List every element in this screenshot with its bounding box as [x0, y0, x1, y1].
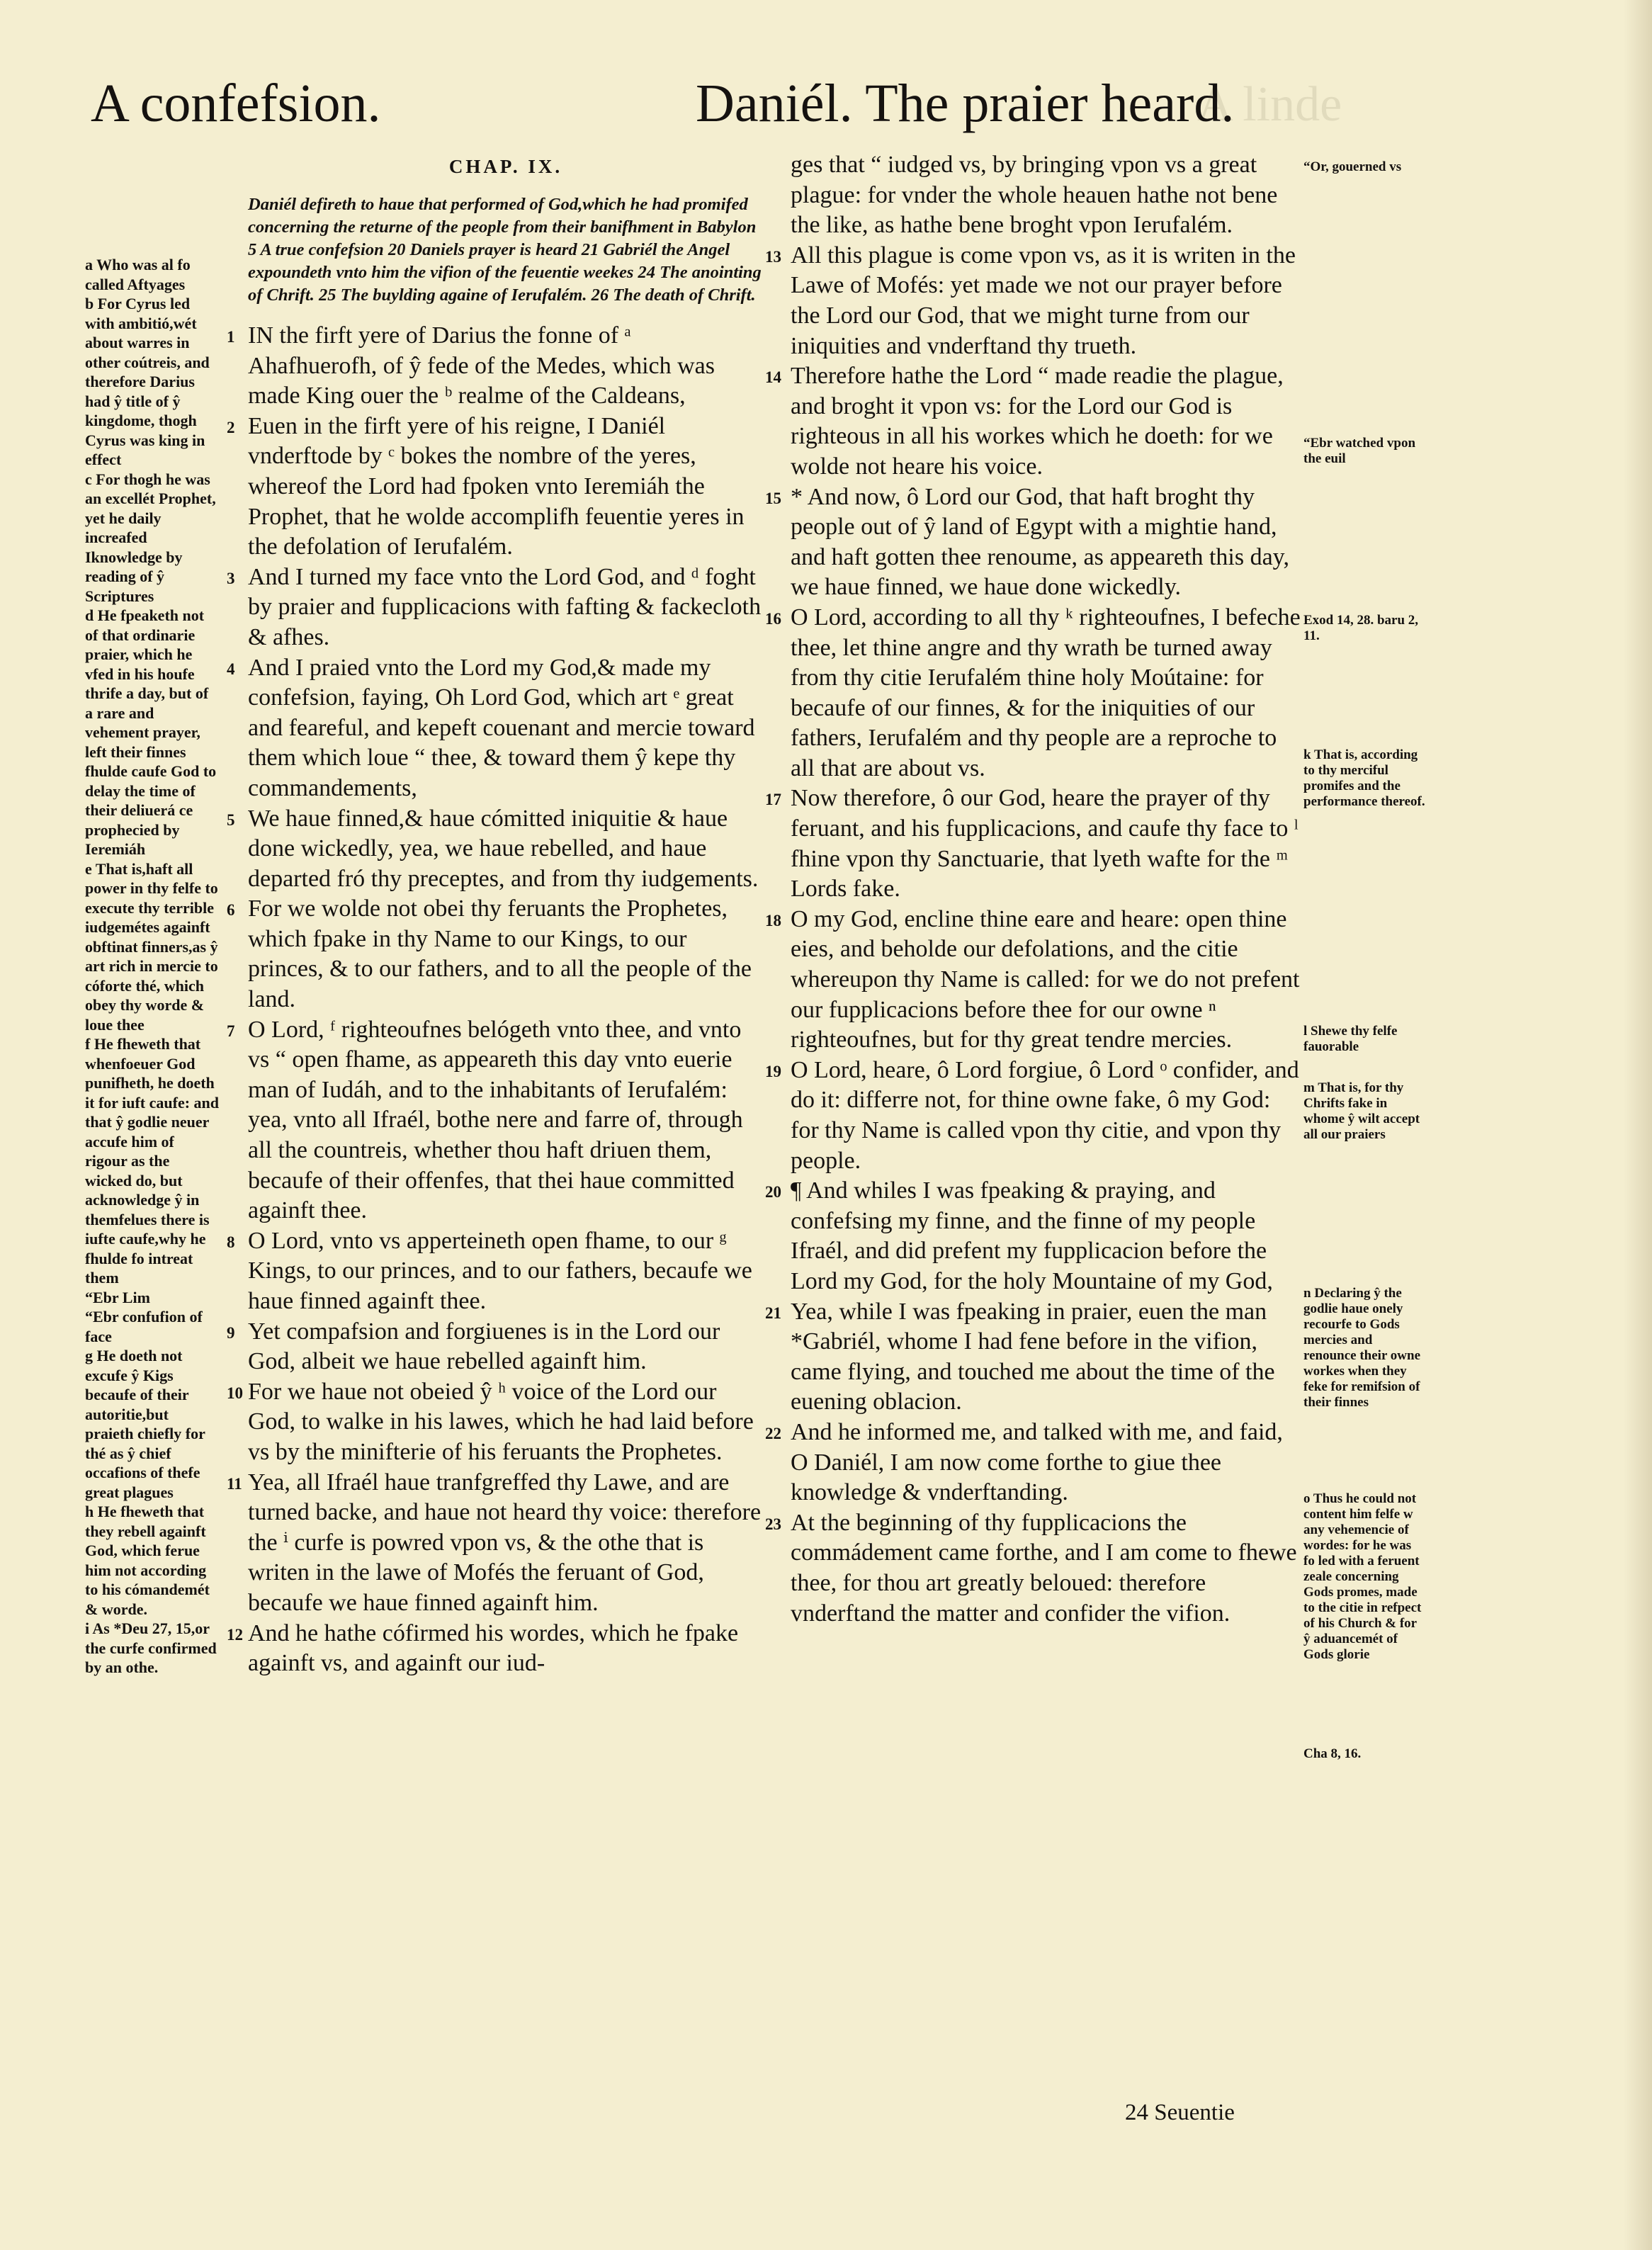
verse-text: Euen in the firft yere of his reigne, I Daniél vnderftode by ᶜ bokes the nombre of the yeres, whereof the Lord had fpoken vnto Ieremiáh the Prophet, that he wolde accomplifh feuentie yeres in the defolation of Ierufalém.: [248, 412, 745, 560]
margin-note: l Shewe thy felfe fauorable: [1303, 1024, 1398, 1054]
running-head-right: Daniél. The praier heard.: [696, 74, 1235, 133]
verse-number: 3: [227, 569, 235, 587]
verse-text: Yet compafsion and forgiuenes is in the Lord our God, albeit we haue rebelled againft him.: [248, 1318, 720, 1375]
verse: [227, 1317, 764, 1377]
verse-number: 12: [227, 1625, 243, 1644]
verse-text: All this plague is come vpon vs, as it is writen in the Lawe of Mofés: yet made we not our prayer before the Lord our God, that we might turne from our iniquities and vnderftand thy trueth.: [791, 242, 1296, 359]
verse-number: 9: [227, 1323, 235, 1342]
verse-number: 16: [765, 609, 781, 628]
verse-number: 8: [227, 1233, 235, 1251]
verse-number: 4: [227, 660, 235, 678]
chapter-title: CHAP. IX.: [448, 156, 563, 177]
verse-number: 13: [765, 247, 781, 266]
margin-note: i As *Deu 27, 15,or the curfe confirmed by an othe.: [85, 1619, 217, 1676]
verse: [227, 653, 764, 804]
left-margin-notes: [85, 255, 220, 1678]
verse-number: 6: [227, 901, 235, 920]
verse: [227, 1377, 764, 1468]
verse-text: For we wolde not obei thy feruants the Prophetes, which fpake in thy Name to our Kings, to our princes, & to our fathers, and to all the people of the land.: [248, 895, 752, 1013]
verse-text: And he informed me, and talked with me, and faid, O Daniél, I am now come forthe to giue thee knowledge & vnderftanding.: [791, 1418, 1283, 1506]
verse: [765, 361, 1301, 482]
verse: [765, 482, 1301, 603]
running-head-left: A confefsion.: [91, 74, 381, 133]
margin-note: f He fheweth that whenfoeuer God punifheth, he doeth it for iuft caufe: and that ŷ godlie neuer accufe him of rigour as the wicked do, but acknowledge ŷ in themfelues there is iufte caufe,why he fhulde fo intreat them: [85, 1035, 220, 1287]
verse: [765, 241, 1301, 361]
verse-text: O Lord, vnto vs apperteineth open fhame, to our ᵍ Kings, to our princes, and to our fathers, becaufe we haue finned againft thee.: [248, 1227, 752, 1314]
chapter-summary: Daniél defireth to haue that performed of God,which he had promifed concerning the returne of the people from their banifhment in Babylon 5 A true confefsion 20 Daniels prayer is heard 21 Gabriél the Angel expoundeth vnto him the vifion of the feuentie weekes 24 The anointing of Chrift. 25 The buylding againe of Ierufalém. 26 The death of Chrift.: [248, 195, 762, 305]
margin-note: c For thogh he was an excellét Prophet, yet he daily increafed Iknowledge by reading of ŷ Scriptures: [85, 470, 216, 605]
verse-text: O my God, encline thine eare and heare: open thine eies, and beholde our defolations, and the citie whereupon thy Name is called: for we do not prefent our fupplicacions before thee for our owne ⁿ righteoufnes, but for thy great tendre mercies.: [791, 905, 1300, 1053]
verse: [227, 412, 764, 562]
verse: [765, 1176, 1301, 1296]
margin-note: Exod 14, 28. baru 2, 11.: [1303, 613, 1419, 643]
verse-text: ges that “ iudged vs, by bringing vpon vs a great plague: for vnder the whole heauen hathe not bene the like, as hathe bene broght vpon Ierufalém.: [791, 152, 1278, 239]
catchword: 24 Seuentie: [1125, 2100, 1235, 2125]
margin-note: e That is,haft all power in thy felfe to execute thy terrible iudgemétes againft obftinat finners,as ŷ art rich in mercie to cóforte thé, which obey thy worde & loue thee: [85, 859, 218, 1034]
show-through-text: A linde: [1197, 77, 1342, 132]
verse: [765, 603, 1301, 784]
verse-text: And he hathe cófirmed his wordes, which he fpake againft vs, and againft our iud-: [248, 1619, 739, 1677]
margin-note: g He doeth not excufe ŷ Kigs becaufe of their autoritie,but praieth chiefly for thé as ŷ chief occafions of thefe great plagues: [85, 1347, 205, 1501]
margin-note: b For Cyrus led with ambitió,wét about warres in other coútreis, and therefore Darius had ŷ title of ŷ kingdome, thogh Cyrus was king in effect: [85, 295, 210, 468]
verse-text: O Lord, ᶠ righteoufnes belógeth vnto thee, and vnto vs “ open fhame, as appeareth this day vnto euerie man of Iudáh, and to the inhabitants of Ierufalém: yea, vnto all Ifraél, bothe nere and farre of, through all the countreis, whether thou haft driuen them, becaufe of their offenfes, that thei haue committed againft thee.: [248, 1016, 743, 1224]
margin-note: o Thus he could not content him felfe w any vehemencie of wordes: for he was fo led with a feruent zeale concerning Gods promes, made to the citie in refpect of his Church & for ŷ aduancemét of Gods glorie: [1303, 1491, 1422, 1662]
margin-note: m That is, for thy Chrifts fake in whome ŷ wilt accept all our praiers: [1303, 1080, 1420, 1142]
margin-note: k That is, according to thy merciful promifes and the performance thereof.: [1303, 747, 1425, 809]
margin-note: “Ebr Lim: [85, 1288, 150, 1306]
body-column-left: [227, 150, 764, 1679]
verse-text: Yea, all Ifraél haue tranfgreffed thy Lawe, and are turned backe, and haue not heard thy voice: therefore the ⁱ curfe is powred vpon vs, & the othe that is writen in the lawe of Mofés the feruant of God, becaufe we haue finned againft him.: [248, 1469, 762, 1616]
verse-text: Now therefore, ô our God, heare the prayer of thy feruant, and his fupplicacions, and caufe thy face to ˡ fhine vpon thy Sanctuarie, that lyeth wafte for the ᵐ Lords fake.: [791, 785, 1299, 903]
verse-number: 23: [765, 1515, 781, 1533]
verse: [227, 1468, 764, 1619]
verse-number: 7: [227, 1022, 235, 1040]
verse: [765, 1508, 1301, 1629]
verse-number: 1: [227, 328, 235, 346]
verse-text: O Lord, according to all thy ᵏ righteoufnes, I befeche thee, let thine angre and thy wrath be turned away from thy citie Ierufalém thine holy Moútaine: for becaufe of our finnes, & for the iniquities of our fathers, Ierufalém and thy people are a reproche to all that are about vs.: [791, 604, 1301, 781]
verse-number: 2: [227, 418, 235, 436]
verse-number: 10: [227, 1384, 243, 1402]
verse-text: At the beginning of thy fupplicacions the commádement came forthe, and I am come to fhewe thee, for thou art greatly beloued: therefore vnderftand the matter and confider the vifion.: [791, 1509, 1297, 1627]
verse-text: For we haue not obeied ŷ ʰ voice of the Lord our God, to walke in his lawes, which he had laid before vs by the minifterie of his feruants the Prophetes.: [248, 1378, 754, 1465]
verse-text: IN the firft yere of Darius the fonne of ᵃ Ahafhuerofh, of ŷ fede of the Medes, which was made King ouer the ᵇ realme of the Caldeans,: [248, 322, 715, 409]
verse: [227, 1226, 764, 1317]
verse: [791, 150, 1301, 241]
verse: [227, 562, 764, 653]
verse-text: * And now, ô Lord our God, that haft broght thy people out of ŷ land of Egypt with a mightie hand, and haft gotten thee renoume, as appeareth this day, we haue finned, we haue done wickedly.: [791, 483, 1289, 601]
verse-number: 15: [765, 489, 781, 507]
verse-number: 18: [765, 911, 781, 929]
margin-note: Cha 8, 16.: [1303, 1746, 1362, 1761]
verse: [227, 894, 764, 1014]
verse-number: 11: [227, 1474, 242, 1493]
verse-text: O Lord, heare, ô Lord forgiue, ô Lord ᵒ confider, and do it: differre not, for thine owne fake, ô my God: for thy Name is called vpon thy citie, and vpon thy people.: [791, 1056, 1299, 1174]
verse-text: Therefore hathe the Lord “ made readie the plague, and broght it vpon vs: for the Lord our God is righteous in all his workes which he doeth: for we wolde not heare his voice.: [791, 363, 1284, 480]
verse-number: 5: [227, 810, 235, 829]
verse-number: 20: [765, 1183, 781, 1202]
verse: [765, 1297, 1301, 1418]
verse: [227, 1619, 764, 1679]
verse: [765, 905, 1301, 1056]
page-edge-shadow: [1624, 0, 1652, 2250]
verse-text: And I turned my face vnto the Lord God, and ᵈ foght by praier and fupplicacions with fafting & fackecloth & afhes.: [248, 563, 762, 650]
verse: [765, 1056, 1301, 1176]
verse-text: Yea, while I was fpeaking in praier, euen the man *Gabriél, whome I had fene before in the vifion, came flying, and touched me about the time of the euening oblacion.: [791, 1298, 1275, 1415]
verse: [227, 804, 764, 895]
verse-number: 17: [765, 791, 781, 809]
verse-number: 14: [765, 368, 781, 387]
body-column-right: [765, 150, 1301, 1629]
verse-number: 21: [765, 1304, 781, 1322]
margin-note: n Declaring ŷ the godlie haue onely recourfe to Gods mercies and renounce their owne workes when they feke for remifsion of their finnes: [1303, 1286, 1421, 1410]
verse-text: We haue finned,& haue cómitted iniquitie & haue done wickedly, yea, we haue rebelled, and haue departed fró thy preceptes, and from thy iudgements.: [248, 805, 759, 892]
verse: [227, 321, 764, 412]
margin-note: d He fpeaketh not of that ordinarie praier, which he vfed in his houfe thrife a day, but of a rare and vehement prayer, left their finnes fhulde caufe God to delay the time of their deliuerá ce prophecied by Ieremiáh: [85, 606, 217, 858]
margin-note: “Ebr watched vpon the euil: [1303, 436, 1416, 466]
verse-text: And I praied vnto the Lord my God,& made my confefsion, faying, Oh Lord God, which art ᵉ great and feareful, and kepeft couenant and mercie toward them which loue “ thee, & toward them ŷ kepe thy commandements,: [248, 654, 755, 801]
margin-note: “Ebr confufion of face: [85, 1308, 203, 1345]
verse: [765, 784, 1301, 904]
verse-number: 22: [765, 1424, 781, 1442]
verse: [227, 1015, 764, 1226]
margin-note: “Or, gouerned vs: [1303, 159, 1402, 174]
margin-note: h He fheweth that they rebell againft God, which ferue him not according to his cómandemét & worde.: [85, 1503, 210, 1618]
verse-text: ¶ And whiles I was fpeaking & praying, and confefsing my finne, and the finne of my people Ifraél, and did prefent my fupplicacion before the Lord my God, for the holy Mountaine of my God,: [791, 1177, 1273, 1294]
verse-number: 19: [765, 1062, 781, 1080]
margin-note: a Who was al fo called Aftyages: [85, 256, 191, 293]
verse: [765, 1418, 1301, 1508]
